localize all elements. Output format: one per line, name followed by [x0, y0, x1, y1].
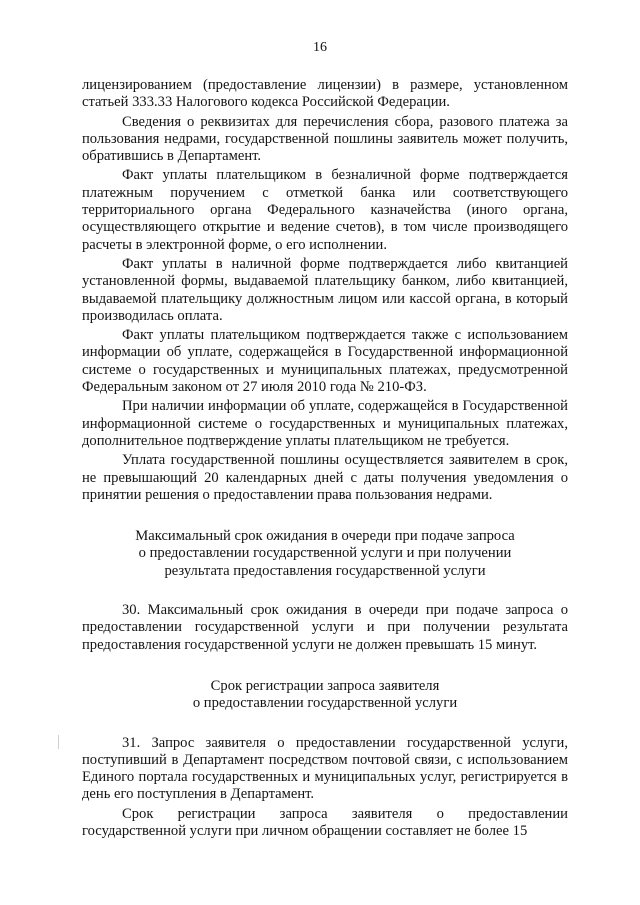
- paragraph-30: 30. Максимальный срок ожидания в очереди при подаче запроса о предоставлении государственной услуги и при получении результата предоставления государственной услуги не должен превышать 15 минут.: [82, 602, 568, 653]
- margin-scan-mark: [58, 735, 59, 749]
- page-number: 16: [313, 40, 327, 55]
- heading-line: о предоставлении государственной услуги и при получении: [138, 545, 512, 562]
- section-gap: [82, 580, 568, 602]
- section-heading-queue-time: [82, 528, 568, 580]
- paragraph-payment-details: Сведения о реквизитах для перечисления сбора, разового платежа за пользования недрами, государственной пошлины заявитель может получить, обратившись в Департамент.: [82, 113, 568, 165]
- paragraph-cash-payment: Факт уплаты в наличной форме подтверждается либо квитанцией установленной формы, выдаваемой плательщику банком, либо квитанцией, выдаваемой плательщику должностным лицом или кассой органа, в который производилась оплата.: [82, 255, 568, 324]
- section-gap: [82, 506, 568, 528]
- heading-line: Срок регистрации запроса заявителя: [210, 677, 440, 694]
- section-gap: [82, 656, 568, 678]
- paragraph-gis-payment-info: Факт уплаты плательщиком подтверждается также с использованием информации об уплате, содержащейся в Государственной информационной системе о государственных и муниципальных платежах, предусмотренной Федеральным законом от 27 июля 2010 года № 210-ФЗ.: [82, 327, 568, 396]
- paragraph-no-confirmation: При наличии информации об уплате, содержащейся в Государственной информационной системе о государственных и муниципальных платежах, дополнительное подтверждение уплаты плательщиком не требуется.: [82, 398, 568, 449]
- document-body: [82, 77, 568, 842]
- section-gap: [82, 713, 568, 735]
- paragraph-registration-term: Срок регистрации запроса заявителя о предоставлении государственной услуги при личном обращении составляет не более 15: [82, 805, 568, 839]
- paragraph-license-fee: лицензированием (предоставление лицензии) в размере, установленном статьей 333.33 Налогового кодекса Российской Федерации.: [82, 77, 568, 111]
- paragraph-cashless-payment: Факт уплаты плательщиком в безналичной форме подтверждается платежным поручением с отметкой банка или соответствующего территориального органа Федерального казначейства (иного органа, осуществляющего открытие и ведение счетов), в том числе производящего расчеты в электронной форме, о его исполнении.: [82, 167, 568, 253]
- heading-line: Максимальный срок ожидания в очереди при подаче запроса: [135, 528, 515, 545]
- heading-line: о предоставлении государственной услуги: [192, 695, 458, 712]
- paragraph-duty-deadline: Уплата государственной пошлины осуществляется заявителем в срок, не превышающий 20 календарных дней с даты получения уведомления о принятии решения о предоставлении права пользования недрами.: [82, 452, 568, 503]
- heading-line: результата предоставления государственной услуги: [164, 562, 486, 579]
- paragraph-31: 31. Запрос заявителя о предоставлении государственной услуги, поступивший в Департамент посредством почтовой связи, с использованием Единого портала государственных и муниципальных услуг, регистрируется в день его поступления в Департамент.: [82, 734, 568, 803]
- section-heading-registration: [82, 678, 568, 713]
